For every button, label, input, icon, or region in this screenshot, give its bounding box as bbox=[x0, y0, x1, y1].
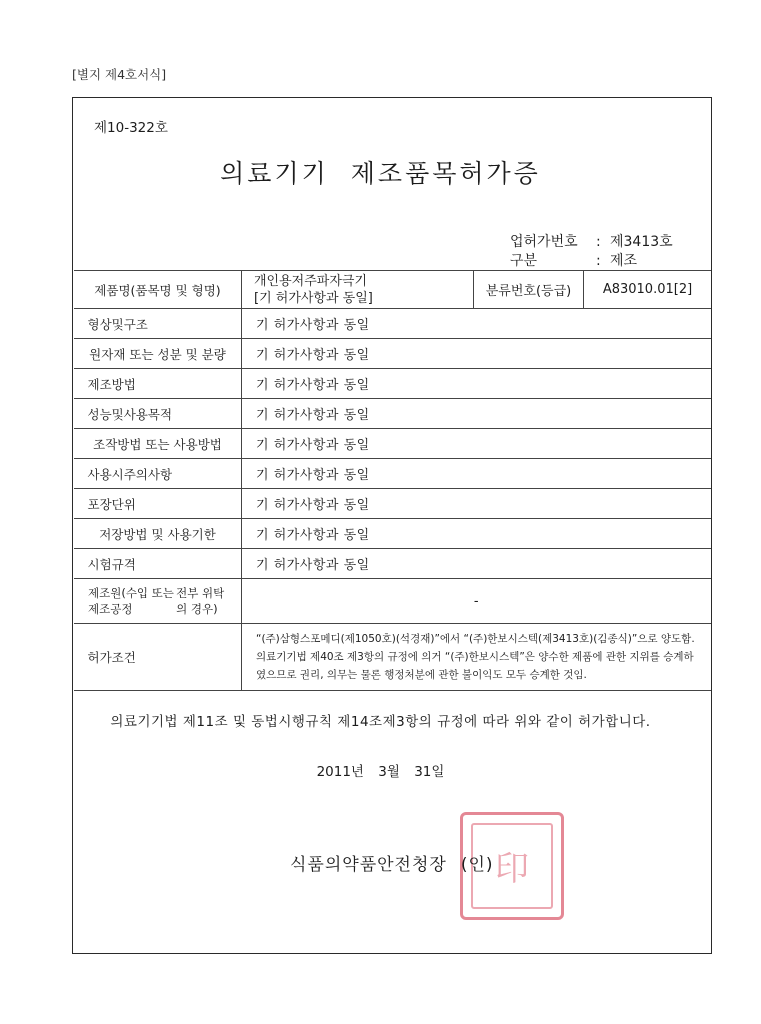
page-title bbox=[0, 154, 761, 190]
title-part1: 의료기기 bbox=[220, 159, 329, 188]
table-row bbox=[74, 398, 711, 428]
row-value: 기 허가사항과 동일 bbox=[256, 498, 370, 513]
row-value: 기 허가사항과 동일 bbox=[256, 528, 370, 543]
row-value: 기 허가사항과 동일 bbox=[256, 408, 370, 423]
row-value: 기 허가사항과 동일 bbox=[256, 558, 370, 573]
table-row bbox=[74, 428, 711, 458]
table-row bbox=[74, 338, 711, 368]
condition-label: 허가조건 bbox=[87, 650, 136, 665]
table-row bbox=[74, 368, 711, 398]
row-label: 형상및구조 bbox=[87, 316, 148, 332]
row-label: 조작방법 또는 사용방법 bbox=[74, 429, 242, 458]
table-row bbox=[74, 458, 711, 488]
product-name-line1: 개인용저주파자극기 bbox=[254, 273, 368, 289]
product-name bbox=[242, 271, 474, 308]
certificate-number: 제10-322호 bbox=[94, 120, 168, 136]
title-part2: 제조품목허가증 bbox=[350, 159, 541, 188]
row-value: 기 허가사항과 동일 bbox=[256, 378, 370, 393]
product-row bbox=[74, 270, 711, 308]
manufacturer-row bbox=[74, 578, 711, 623]
manufacturer-label: 제조원(수입 또는 제조공정 전부 위탁의 경우) bbox=[74, 579, 242, 623]
issuer-name: 식품의약품안전청장 bbox=[290, 855, 447, 875]
class-value: A83010.01[2] bbox=[602, 282, 693, 297]
condition-text: “(주)삼형스포메디(제1050호)(석경재)”에서 “(주)한보시스텍(제3413호)(김종식)”으로 양도함. 의료기기법 제40조 제3항의 규정에 의거 “(주)한보시스텍”은 양수한 제품에 관한 지위를 승계하 였으므로 권리, 의무는 물론 행정처분에 관한 불이익도 모두 승계한 것임. bbox=[256, 633, 695, 681]
row-value: 기 허가사항과 동일 bbox=[256, 348, 370, 363]
table-row bbox=[74, 548, 711, 578]
class-label: 분류번호(등급) bbox=[474, 271, 584, 308]
row-label: 성능및사용목적 bbox=[87, 406, 173, 422]
table-row bbox=[74, 488, 711, 518]
row-label: 포장단위 bbox=[87, 496, 136, 512]
permit-table bbox=[74, 270, 711, 691]
legal-statement: 의료기기법 제11조 및 동법시행규칙 제14조제3항의 규정에 따라 위와 같이 허가합니다. bbox=[110, 714, 651, 730]
type-label: 구분 bbox=[510, 253, 538, 269]
row-label: 제조방법 bbox=[87, 376, 136, 392]
condition-row bbox=[74, 623, 711, 691]
row-value: 기 허가사항과 동일 bbox=[256, 468, 370, 483]
row-value: 기 허가사항과 동일 bbox=[256, 438, 370, 453]
row-value: 기 허가사항과 동일 bbox=[256, 318, 370, 333]
license-label: 업허가번호 bbox=[510, 234, 578, 250]
row-label: 원자재 또는 성분 및 분량 bbox=[74, 339, 242, 368]
manufacturer-value: - bbox=[473, 593, 480, 609]
table-row bbox=[74, 308, 711, 338]
issue-date: 2011년 3월 31일 bbox=[316, 764, 445, 780]
table-row bbox=[74, 518, 711, 548]
product-name-line2: [기 허가사항과 동일] bbox=[254, 290, 373, 306]
row-label: 시험규격 bbox=[87, 556, 136, 572]
issuer bbox=[290, 850, 494, 875]
seal-mark: (인) bbox=[460, 855, 494, 875]
type-value: 제조 bbox=[610, 253, 638, 269]
row-label: 저장방법 및 사용기한 bbox=[74, 519, 242, 548]
row-label: 사용시주의사항 bbox=[87, 466, 173, 482]
form-number: [별지 제4호서식] bbox=[72, 67, 167, 82]
business-info: 업허가번호 : 제3413호 구분 : 제조 bbox=[510, 233, 694, 271]
product-label: 제품명(품목명 및 형명) bbox=[74, 271, 242, 308]
license-value: 제3413호 bbox=[610, 234, 673, 250]
official-seal: 印 bbox=[460, 812, 564, 920]
